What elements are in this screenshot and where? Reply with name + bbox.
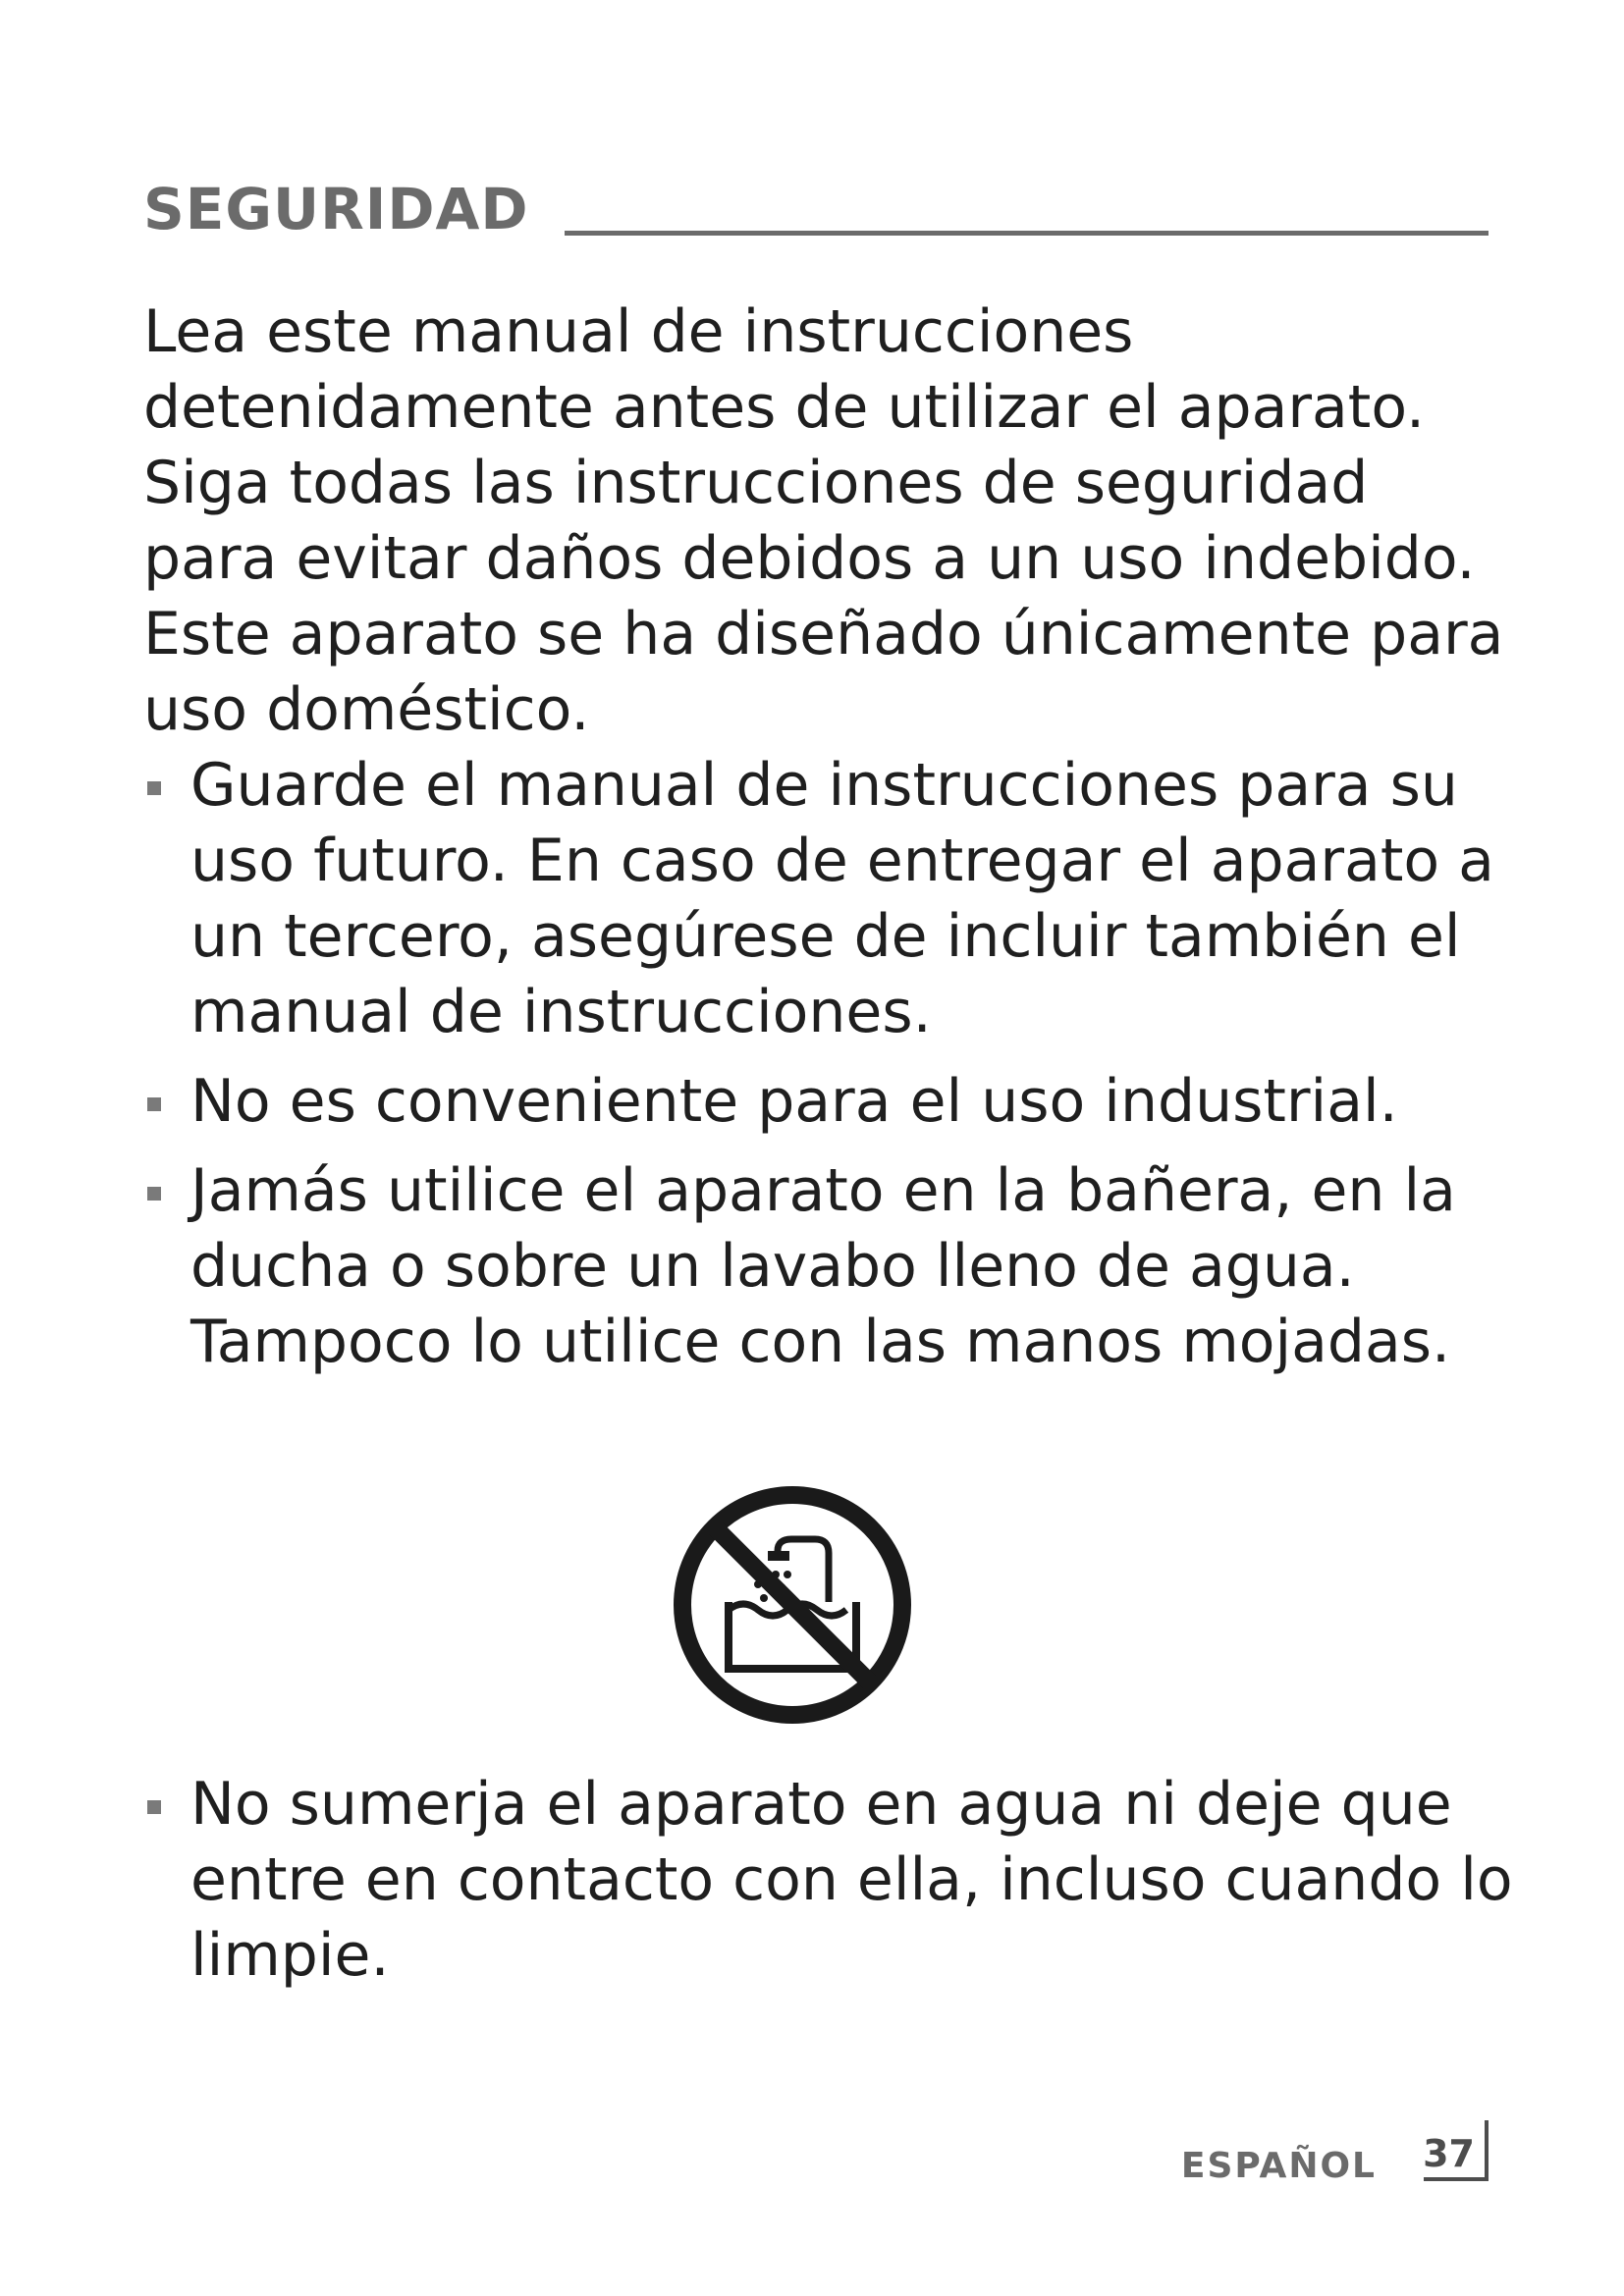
intro-paragraph-2: Este aparato se ha diseñado únicamente para uso doméstico. <box>143 600 1504 744</box>
list-item-text: Guarde el manual de instrucciones para su uso futuro. En caso de entregar el aparato a un tercero, asegúrese de incluir también el manual de instrucciones. <box>190 751 1494 1046</box>
list-item <box>143 1064 1518 1140</box>
section-header <box>143 165 1489 243</box>
bullet-square-icon <box>147 1097 161 1111</box>
bullet-square-icon <box>147 781 161 795</box>
no-bathtub-shower-icon <box>670 1482 915 1728</box>
list-item <box>143 748 1518 1050</box>
list-item-text: No sumerja el aparato en agua ni deje que entre en contacto con ella, incluso cuando lo limpie. <box>190 1770 1513 1990</box>
page-footer <box>1129 2120 1502 2199</box>
bullet-square-icon <box>147 1187 161 1201</box>
document-body <box>143 294 1518 2007</box>
page-number: 37 <box>1423 2132 1475 2175</box>
section-title: SEGURIDAD <box>143 176 529 242</box>
header-rule <box>565 231 1489 236</box>
footer-language: ESPAÑOL <box>1180 2146 1377 2186</box>
page-corner-mark <box>1424 2120 1489 2181</box>
list-item <box>143 1767 1518 1994</box>
intro-paragraph-1: Lea este manual de instrucciones detenidamente antes de utilizar el aparato. Siga todas las instrucciones de seguridad para evitar daños debidos a un uso indebido. <box>143 297 1476 593</box>
list-item-text: Jamás utilice el aparato en la bañera, en la ducha o sobre un lavabo lleno de agua. Tampoco lo utilice con las manos mojadas. <box>190 1156 1456 1376</box>
list-item <box>143 1153 1518 1380</box>
safety-list-continued <box>143 1767 1518 1994</box>
warning-icon-area <box>143 1394 1518 1767</box>
list-item-text: No es conveniente para el uso industrial. <box>190 1067 1398 1136</box>
bullet-square-icon <box>147 1800 161 1814</box>
safety-list <box>143 748 1518 1380</box>
